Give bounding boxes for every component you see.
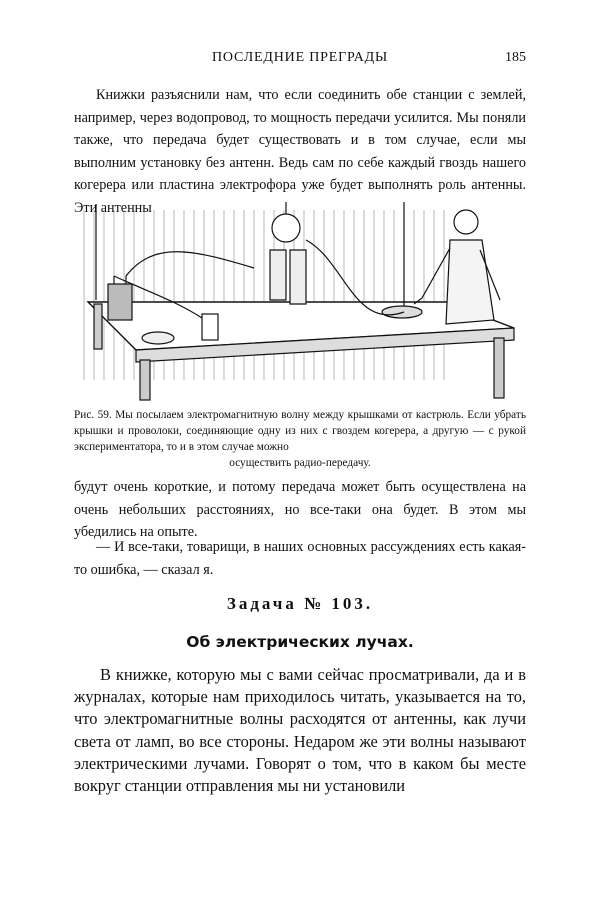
paragraph-4: В книжке, которую мы с вами сейчас просматривали, да и в журналах, которые нам приходилось читать, указывается на то, что электромагнитные волны расходятся от антенны, как лучи света от ламп, во все стороны. Недаром же эти волны называют электрическими лучами. Говорят о том, что в каком бы месте вокруг станции отправления мы ни установили xyxy=(74,665,526,796)
paragraph-3: — И все-таки, товарищи, в наших основных рассуждениях есть какая-то ошибка, — сказал я. xyxy=(74,539,526,578)
page-header xyxy=(74,50,526,72)
figure-illustration xyxy=(74,200,526,405)
task-heading: Задача № 103. xyxy=(226,594,374,613)
page-number: 185 xyxy=(505,50,526,65)
caption-main: Рис. 59. Мы посылаем электромагнитную волну между крышками от кастрюль. Если убрать крышки и проволоки, соединяющие одну из них с гвоздем когерера, а другую — с рукой экспериментатора, то и в этом случае можно xyxy=(74,409,526,453)
experiment-illustration xyxy=(74,200,526,405)
section-title: Об электрических лучах. xyxy=(186,633,414,651)
figure-caption xyxy=(74,407,526,471)
paragraph-1: Книжки разъяснили нам, что если соединить обе станции с землей, например, через водопровод, то мощность передачи усилится. Мы поняли также, что передача будет существовать и в том случае, если мы выполним установку без антенн. Ведь сам по себе каждый гвоздь нашего когерера или пластина электрофора уже будет выполнять роль антенны. Эти антенны xyxy=(74,87,526,216)
paragraph-2: будут очень короткие, и потому передача может быть осуществлена на очень небольших расстояниях, но все-таки она будет. В этом мы убедились на опыте. xyxy=(74,479,526,540)
caption-last-line: осуществить радио-передачу. xyxy=(229,457,371,469)
running-title: ПОСЛЕДНИЕ ПРЕГРАДЫ xyxy=(211,50,389,65)
